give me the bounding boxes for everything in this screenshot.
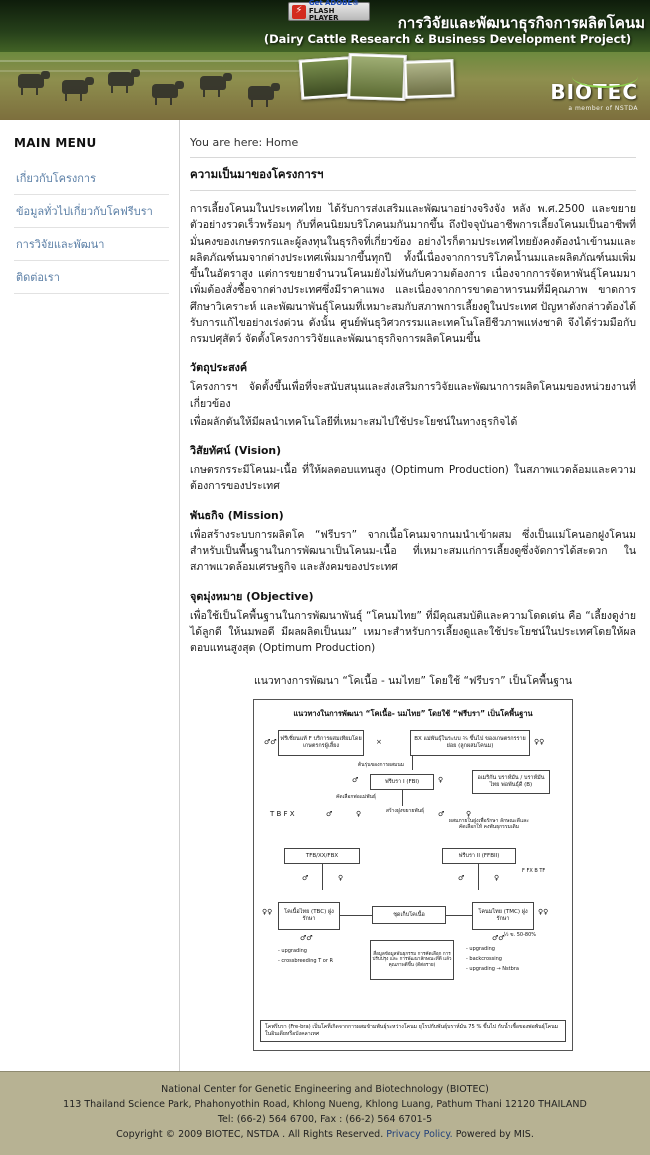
- footer-contact: Tel: (66-2) 564 6700, Fax : (66-2) 564 6701-5: [217, 1114, 433, 1126]
- male-symbol-icon: ♂: [438, 810, 445, 819]
- sidebar-item-general-info-freebra[interactable]: ข้อมูลทั่วไปเกี่ยวกับโคฟรีบรา: [14, 195, 169, 228]
- cow-icon: [248, 86, 274, 100]
- diagram-annotation-10: - backcrossing: [466, 956, 502, 963]
- diagram-connector: [446, 915, 472, 916]
- diagram-annotation-6: ½ ข. 50-80%: [503, 932, 536, 939]
- content-area: [0, 120, 650, 1071]
- cow-icon: [108, 72, 134, 86]
- diagram-canvas: [260, 726, 566, 1016]
- biotec-logo-text: BIOTEC: [550, 80, 638, 104]
- diagram-connector: [478, 864, 479, 890]
- sidebar-item-about-project[interactable]: เกี่ยวกับโครงการ: [14, 162, 169, 195]
- section-heading-objective-th: วัตถุประสงค์: [190, 361, 248, 375]
- diagram-node-tfbx: TFB/XX/FBX: [284, 848, 360, 864]
- banner-title-thai: การวิจัยและพัฒนาธุรกิจการผลิตโคนม: [397, 14, 645, 32]
- section-text: เกษตรกรระมีโคนม-เนื้อ ที่ให้ผลตอบแทนสูง (Optimum Production) ในสภาพแวดล้อมและความต้องการของประเทศ: [190, 464, 636, 493]
- section-text: เพื่อใช้เป็นโคพื้นฐานในการพัฒนาพันธุ์ “โคนมไทย” ที่มีคุณสมบัติและความโดดเด่น คือ “เลี้ยงดูง่าย ได้ลูกดี ให้นมพอดี มีผลผลิตเป็นนม” เหมาะสำหรับการเลี้ยงดูและใช้ประโยชน์ในประเทศโดยให้ผลตอบแทนสูงสุด (Optimum Production): [190, 609, 636, 655]
- female-symbol-icon: ♀: [338, 874, 344, 883]
- flash-player-label: FLASH PLAYER: [308, 6, 339, 23]
- diagram-annotation-3: ผสมภายในฝูงเพื่อรักษา ลักษณะดีและคัดเลือกให้ คงพันธุกรรมเดิม: [449, 818, 529, 831]
- flash-get-label: Get: [308, 0, 323, 8]
- site-banner: [0, 0, 650, 120]
- diagram-connector: [340, 915, 372, 916]
- female-symbol-icon: ♀: [494, 874, 500, 883]
- breeding-flow-diagram: [253, 699, 573, 1051]
- main-content: [180, 120, 650, 1071]
- diagram-node-bx-dams: BX แม่พันธุ์ในระบบ ¾ ขึ้นไป ของเกษตรกรรายย่อย (ลูกผสมโคนม): [410, 730, 530, 756]
- cow-icon: [152, 84, 178, 98]
- female-symbol-icon: ♀♀: [534, 738, 545, 747]
- intro-paragraph: การเลี้ยงโคนมในประเทศไทย ได้รับการส่งเสริมและพัฒนาอย่างจริงจัง หลัง พ.ศ.2500 และขยายตัวอย่างรวดเร็วพร้อมๆ กับที่คนนิยมบริโภคนมกันมากขึ้น ถึงปัจจุบันอาชีพการเลี้ยงโคนมเป็นอาชีพที่มั่นคงของเกษตรกรและผู้ลงทุนในธุรกิจที่เกี่ยวข้อง อย่างไรก็ตามประเทศไทยยังคงต้องนำเข้านมและผลิตภัณฑ์นมจากต่างประเทศเพิ่มมากขึ้นทุกปี ทั้งนี้เนื่องจากการบริโภคน้ำนมและผลิตภัณฑ์นมเพิ่มขึ้นในอัตราสูง แต่การขยายจำนวนโคนมยังไม่ทันกับความต้องการ เนื่องจากการจัดหาพันธุ์โคนมมาเพิ่มต้องสั่งซื้อจากต่างประเทศซึ่งมีราคาแพง และเนื่องจากการขาดอาหารนมที่มีคุณภาพ ขาดการศึกษาวิเคราะห์ และพัฒนาพันธุ์โคนมที่เหมาะสมกับสภาพการเลี้ยงดูในประเทศ ปัญหาดังกล่าวต้องได้รับการแก้ไขอย่างเร่งด่วน ดังนั้น ศูนย์พันธุวิศวกรรมและเทคโนโลยีชีวภาพแห่งชาติ จึงได้ร่วมมือกับกรมปศุสัตว์ จัดตั้งโครงการวิจัยและพัฒนาธุรกิจการผลิตโคนมขึ้น: [190, 203, 636, 346]
- flash-icon: ⚡: [292, 5, 306, 19]
- diagram-connector: [322, 864, 323, 890]
- cross-symbol-icon: ×: [376, 738, 382, 747]
- diagram-annotation-8: - crossbreeding T or R: [278, 958, 333, 965]
- banner-subtitle-english: (Dairy Cattle Research & Business Development Project): [263, 32, 632, 46]
- diagram-node-friesian: ฟรีเชี่ยนแท้ F บริการผสมเทียมโดยเกษตรกรผู้เลี้ยง: [278, 730, 364, 756]
- diagram-connector: [402, 790, 403, 806]
- diagram-title: แนวทางในการพัฒนา “โคเนื้อ- นมไทย” โดยใช้ “ฟรีบรา” เป็นโคพื้นฐาน: [293, 709, 533, 719]
- diagram-footnote: โคฟรีบรา (Fre-bra) เป็นโคที่เกิดจากการผสมข้ามพันธุ์ระหว่างโคนม ยุโรปกับพันธุ์บราห์มัน 75 % ขึ้นไป กับน้ำเชื้อของพ่อพันธุ์โคนมในอินเดียหรือบังคลาเทศ: [260, 1020, 566, 1042]
- biotec-logo: [550, 80, 638, 112]
- symbol-legend-tbfx: T B F X: [270, 810, 295, 819]
- female-symbol-icon: ♀♀: [262, 908, 273, 917]
- page-title: ความเป็นมาของโครงการฯ: [190, 166, 636, 191]
- banner-photo: [403, 59, 454, 99]
- cow-icon: [62, 80, 88, 94]
- diagram-node-fbi: ฟรีบรา I (FBI): [370, 774, 434, 790]
- cow-icon: [18, 74, 44, 88]
- diagram-node-ffbii: ฟรีบรา II (FFBII): [442, 848, 516, 864]
- diagram-node-genetic-selection: สื่อมูลข้อมูลพันธุกรรม การคัดเลือก การปรับปรุง และ การพัฒนาลักษณะที่ดี แล้ว คุณภาพดีขึ้น (ดีต่อราย): [370, 940, 454, 980]
- section-heading-mission: พันธกิจ (Mission): [190, 508, 284, 522]
- footer-powered-by: Powered by MIS.: [455, 1129, 534, 1141]
- footer-copyright: Copyright © 2009 BIOTEC, NSTDA . All Rights Reserved.: [116, 1129, 384, 1141]
- diagram-annotation-1: คัดเลือกพ่อแม่พันธุ์: [336, 794, 376, 801]
- section-heading-goal: จุดมุ่งหมาย (Objective): [190, 589, 314, 603]
- section-text: เพื่อผลักดันให้มีผลนำเทคโนโลยีที่เหมาะสมไปใช้ประโยชน์ในทางธุรกิจได้: [190, 415, 518, 428]
- footer-address: 113 Thailand Science Park, Phahonyothin Road, Khlong Nueng, Khlong Luang, Pathum Thani 12120 THAILAND: [63, 1099, 587, 1110]
- biotec-logo-subtext: a member of NSTDA: [568, 105, 638, 112]
- breadcrumb: You are here: Home: [190, 136, 636, 158]
- section-heading-vision: วิสัยทัศน์ (Vision): [190, 444, 282, 458]
- flash-adobe-label: ADOBE®: [324, 0, 360, 8]
- male-symbol-icon: ♂: [352, 776, 359, 785]
- section-text: เพื่อสร้างระบบการผลิตโค “ฟรีบรา” จากเนื้อโคนมจากนมนำเข้าผสม ซึ่งเป็นแม่โคนอกฝูงโคนมสำหรับเป็นพื้นฐานในการพัฒนาเป็นโคนม-เนื้อ ที่เหมาะสมแก่การเลี้ยงดูซึ่งจัดการได้สะดวก ในสภาพแวดล้อมเศรษฐกิจ และสังคมของประเทศ: [190, 528, 636, 574]
- sidebar-item-research-development[interactable]: การวิจัยและพัฒนา: [14, 228, 169, 261]
- diagram-annotation-11: - upgrading → Nstbra: [466, 966, 519, 973]
- male-symbol-icon: ♂: [302, 874, 309, 883]
- sidebar: [0, 120, 180, 1071]
- cow-icon: [200, 76, 226, 90]
- diagram-caption: แนวทางการพัฒนา “โคเนื้อ - นมไทย” โดยใช้ “ฟรีบรา” เป็นโคพื้นฐาน: [253, 675, 573, 688]
- symbol-legend-ffbtf: F FX B TF: [522, 868, 546, 875]
- male-symbol-icon: ♂: [326, 810, 333, 819]
- diagram-node-thai-milk-cattle: โคนมไทย (TMC) ฝูงรักษา: [472, 902, 534, 930]
- diagram-node-brahman-sire: อเมริกัน บราห์มัน / บราห์มันไทย พ่อพันธุ์ดี (B): [472, 770, 550, 794]
- footer-org-name: National Center for Genetic Engineering and Biotechnology (BIOTEC): [161, 1083, 489, 1095]
- diagram-node-gene-pool: ชุดเก็บโคเนื้อ: [372, 906, 446, 924]
- male-symbol-icon: ♂: [458, 874, 465, 883]
- diagram-annotation-9: - upgrading: [466, 946, 495, 953]
- banner-photo-collage: [300, 52, 500, 114]
- diagram-annotation-2: สร้างฝูงขยายพันธุ์: [385, 808, 425, 815]
- sidebar-item-contact-us[interactable]: ติดต่อเรา: [14, 261, 169, 294]
- site-footer: [0, 1071, 650, 1155]
- female-symbol-icon: ♀: [438, 776, 444, 785]
- female-symbol-icon: ♀: [466, 810, 472, 819]
- diagram-annotation-7: - upgrading: [278, 948, 307, 955]
- sidebar-title: MAIN MENU: [14, 136, 97, 150]
- diagram-annotation-0: ต้นรุ่นของการผสมนม: [357, 762, 405, 769]
- banner-fence-line: [0, 60, 300, 62]
- female-symbol-icon: ♀: [356, 810, 362, 819]
- male-symbol-icon: ♂♂: [264, 738, 277, 747]
- privacy-policy-link[interactable]: Privacy Policy.: [386, 1129, 453, 1141]
- banner-photo: [347, 53, 407, 101]
- banner-photo: [299, 56, 354, 100]
- male-symbol-icon: ♂♂: [492, 934, 505, 943]
- diagram-node-thai-beef-cattle: โคเนื้อไทย (TBC) ฝูงรักษา: [278, 902, 340, 930]
- section-text: โครงการฯ จัดตั้งขึ้นเพื่อที่จะสนับสนุนและส่งเสริมการวิจัยและพัฒนาการผลิตโคนมของหน่วยงานที่เกี่ยวข้อง: [190, 381, 636, 410]
- female-symbol-icon: ♀♀: [538, 908, 549, 917]
- male-symbol-icon: ♂♂: [300, 934, 313, 943]
